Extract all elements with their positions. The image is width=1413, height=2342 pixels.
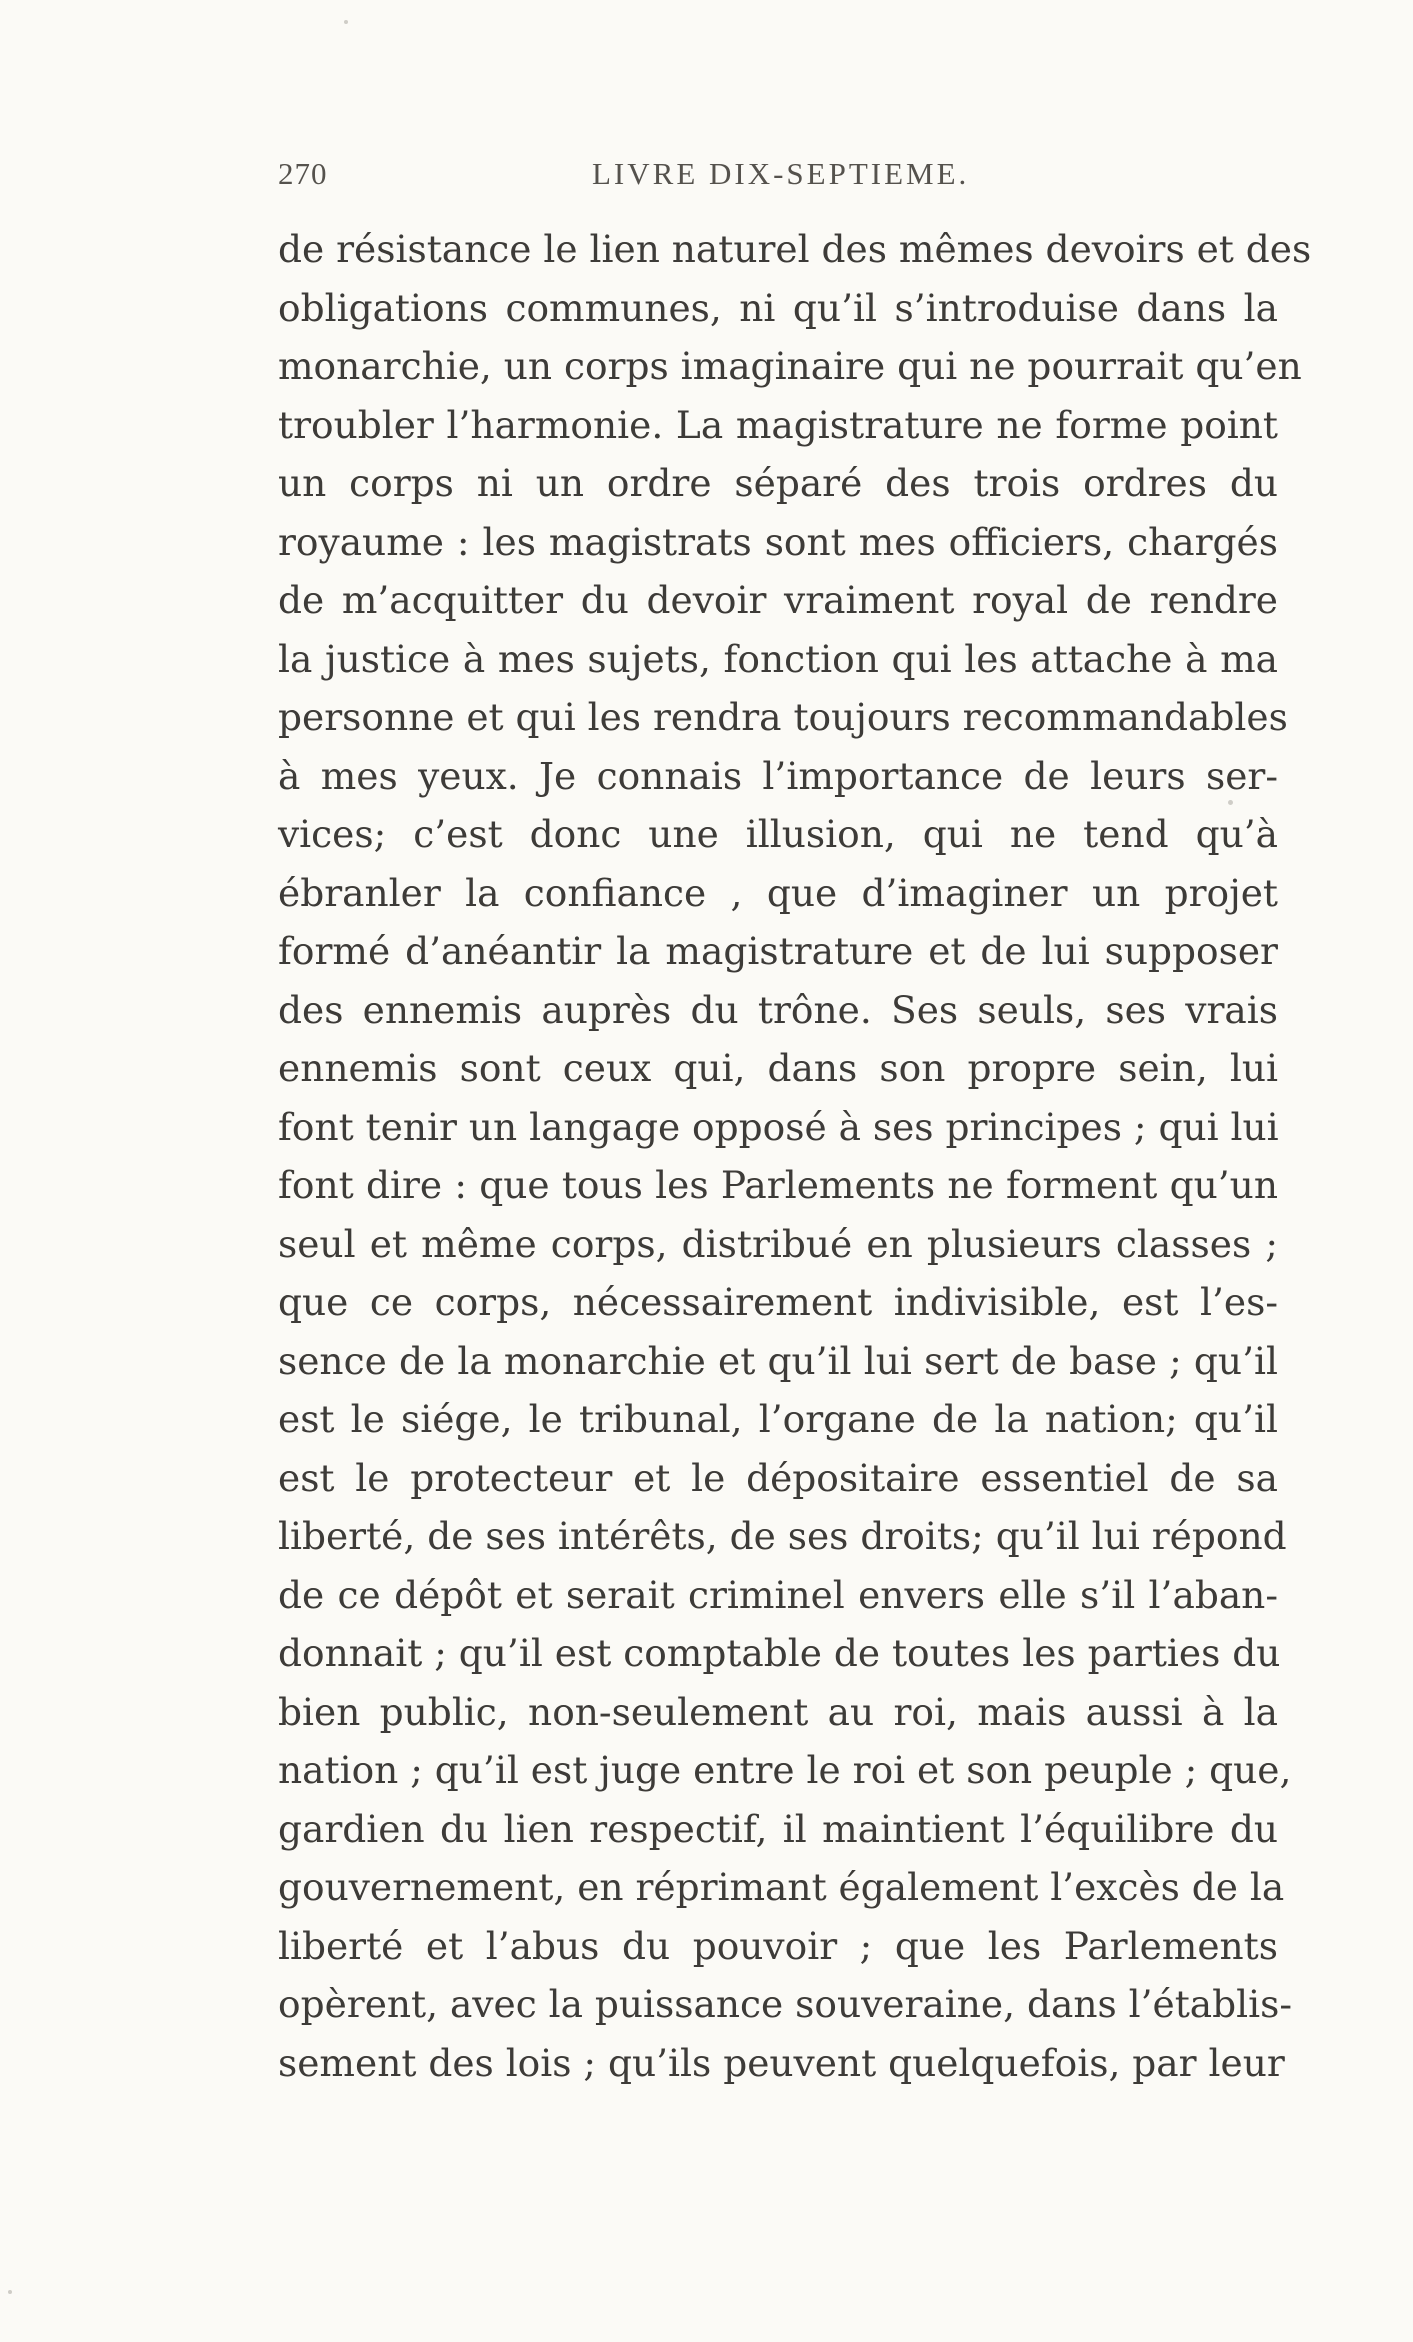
text-line: sement des lois ; qu’ils peuvent quelquefois, par leur [278,2040,1285,2085]
text-line: vices; c’est donc une illusion, qui ne tend qu’à [278,812,1278,856]
running-head: LIVRE DIX-SEPTIEME. [592,156,970,191]
page-number: 270 [278,156,328,191]
page-header [278,156,1228,196]
text-line: ébranler la confiance , que d’imaginer un projet [278,870,1278,915]
text-line: de ce dépôt et serait criminel envers elle s’il l’aban- [278,1572,1278,1617]
text-line: des ennemis auprès du trône. Ses seuls, ses vrais [278,987,1278,1032]
text-line: que ce corps, nécessairement indivisible, est l’es- [278,1280,1278,1324]
text-line: personne et qui les rendra toujours recommandables [278,695,1288,739]
text-line: troubler l’harmonie. La magistrature ne forme point [278,402,1278,447]
text-line: nation ; qu’il est juge entre le roi et son peuple ; que, [278,1748,1292,1792]
body-text [278,220,1312,2092]
text-line: formé d’anéantir la magistrature et de lui supposer [278,929,1278,973]
text-line: à mes yeux. Je connais l’importance de leurs ser- [278,753,1278,798]
text-line: font tenir un langage opposé à ses principes ; qui lui [278,1104,1279,1149]
text-line: gardien du lien respectif, il maintient l’équilibre du [278,1806,1278,1851]
text-line: de résistance le lien naturel des mêmes devoirs et des [278,227,1312,271]
text-line: liberté et l’abus du pouvoir ; que les Parlements [278,1923,1278,1968]
paper-speck [344,20,348,24]
text-line: est le protecteur et le dépositaire essentiel de sa [278,1455,1278,1500]
paper-speck [8,2290,12,2294]
text-line: de m’acquitter du devoir vraiment royal de rendre [278,578,1278,622]
text-line: est le siége, le tribunal, l’organe de la nation; qu’il [278,1397,1278,1441]
text-line: opèrent, avec la puissance souveraine, dans l’établis- [278,1982,1293,2026]
text-line: gouvernement, en réprimant également l’excès de la [278,1865,1285,1909]
text-line: donnait ; qu’il est comptable de toutes les parties du [278,1631,1281,1675]
text-line: sence de la monarchie et qu’il lui sert de base ; qu’il [278,1338,1278,1383]
text-line: obligations communes, ni qu’il s’introduise dans la [278,285,1278,330]
text-line: la justice à mes sujets, fonction qui les attache à ma [278,636,1278,681]
text-line: royaume : les magistrats sont mes officiers, chargés [278,519,1278,564]
text-line: monarchie, un corps imaginaire qui ne pourrait qu’en [278,344,1302,388]
text-line: ennemis sont ceux qui, dans son propre sein, lui [278,1046,1278,1090]
text-line: bien public, non-seulement au roi, mais aussi à la [278,1689,1278,1734]
text-line: un corps ni un ordre séparé des trois ordres du [278,461,1278,505]
text-line: font dire : que tous les Parlements ne forment qu’un [278,1163,1278,1207]
text-line: seul et même corps, distribué en plusieurs classes ; [278,1221,1278,1266]
text-line: liberté, de ses intérêts, de ses droits; qu’il lui répond [278,1514,1287,1558]
